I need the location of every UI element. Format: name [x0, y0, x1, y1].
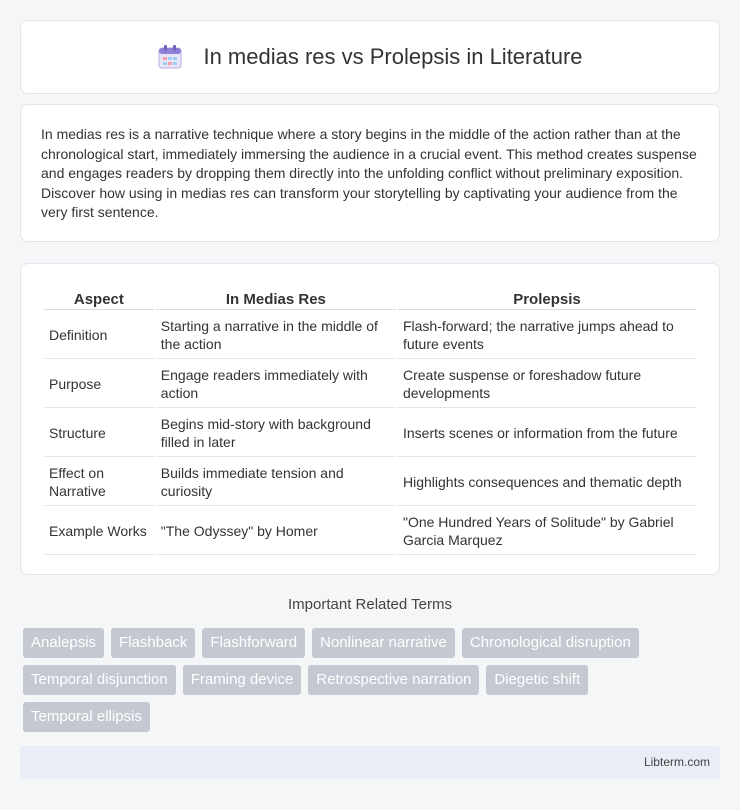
table-row: [44, 508, 696, 555]
table-cell-prolepsis: "One Hundred Years of Solitude" by Gabriel Garcia Marquez: [398, 508, 696, 555]
comparison-table: [42, 284, 698, 557]
intro-card: [20, 104, 720, 242]
table-cell-prolepsis: Inserts scenes or information from the future: [398, 410, 696, 457]
title-wrap: [157, 44, 582, 70]
tag-flashback[interactable]: Flashback: [111, 628, 195, 658]
tag-flashforward[interactable]: Flashforward: [202, 628, 305, 658]
header-in-medias-res: In Medias Res: [156, 286, 396, 310]
table-cell-in-medias-res: "The Odyssey" by Homer: [156, 508, 396, 555]
footer-site-link[interactable]: Libterm.com: [643, 755, 710, 769]
table-cell-prolepsis: Flash-forward; the narrative jumps ahead to future events: [398, 312, 696, 359]
table-cell-in-medias-res: Begins mid-story with background filled in later: [156, 410, 396, 457]
intro-paragraph: In medias res is a narrative technique where a story begins in the middle of the action rather than at the chronological start, immediately immersing the audience in a crucial event. This method creates suspense and engages readers by dropping them directly into the unfolding conflict without preliminary exposition. Discover how using in medias res can transform your storytelling by captivating your audience from the very first sentence.: [41, 126, 697, 220]
tag-chronological-disruption[interactable]: Chronological disruption: [462, 628, 639, 658]
header-card: [20, 20, 720, 94]
related-terms-title: Important Related Terms: [288, 596, 452, 613]
table-header-row: [44, 286, 696, 310]
table-cell-in-medias-res: Builds immediate tension and curiosity: [156, 459, 396, 506]
tag-retrospective-narration[interactable]: Retrospective narration: [308, 665, 479, 695]
table-cell-in-medias-res: Starting a narrative in the middle of the action: [156, 312, 396, 359]
tag-temporal-ellipsis[interactable]: Temporal ellipsis: [23, 702, 150, 732]
tag-framing-device[interactable]: Framing device: [183, 665, 302, 695]
page-title: In medias res vs Prolepsis in Literature: [203, 44, 583, 69]
tag-analepsis[interactable]: Analepsis: [23, 628, 104, 658]
table-row: [44, 410, 696, 457]
table-cell-aspect: Example Works: [44, 508, 154, 555]
table-cell-in-medias-res: Engage readers immediately with action: [156, 361, 396, 408]
tag-nonlinear-narrative[interactable]: Nonlinear narrative: [312, 628, 455, 658]
footer: [20, 746, 720, 779]
related-terms-list: [23, 628, 723, 739]
table-cell-prolepsis: Create suspense or foreshadow future developments: [398, 361, 696, 408]
tag-diegetic-shift[interactable]: Diegetic shift: [486, 665, 588, 695]
table-cell-prolepsis: Highlights consequences and thematic depth: [398, 459, 696, 506]
calendar-icon: [157, 44, 183, 70]
table-cell-aspect: Effect on Narrative: [44, 459, 154, 506]
table-row: [44, 459, 696, 506]
header-prolepsis: Prolepsis: [398, 286, 696, 310]
table-row: [44, 312, 696, 359]
comparison-table-card: [20, 263, 720, 575]
table-cell-aspect: Definition: [44, 312, 154, 359]
table-row: [44, 361, 696, 408]
tag-temporal-disjunction[interactable]: Temporal disjunction: [23, 665, 176, 695]
table-cell-aspect: Purpose: [44, 361, 154, 408]
table-cell-aspect: Structure: [44, 410, 154, 457]
header-aspect: Aspect: [44, 286, 154, 310]
